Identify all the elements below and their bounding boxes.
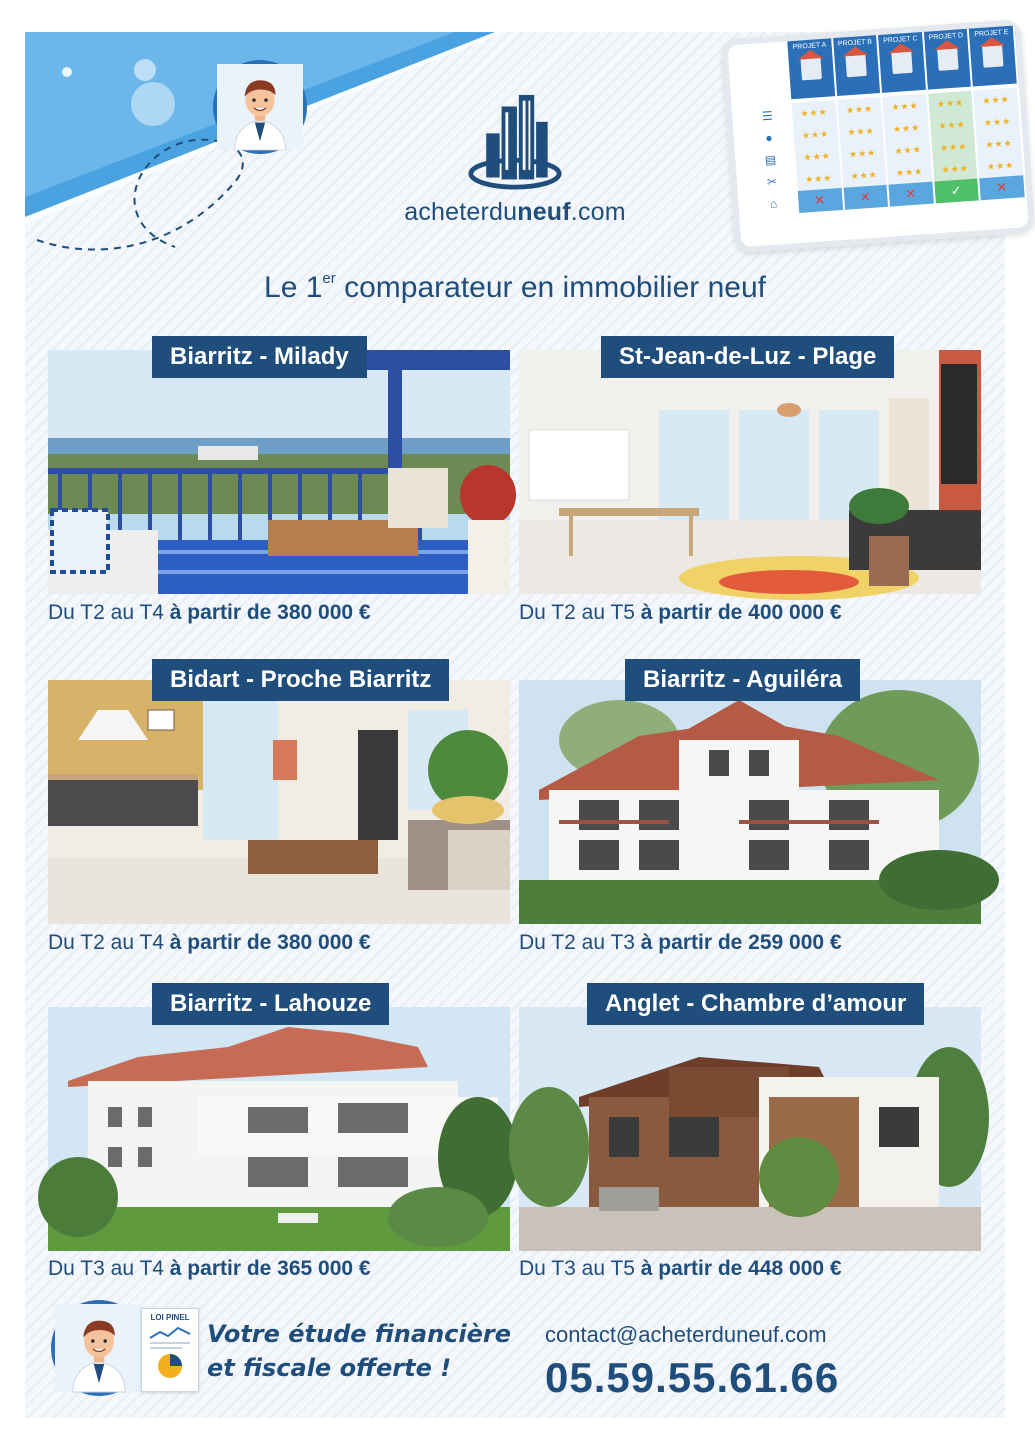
stars-cell: ★★★ <box>931 134 978 159</box>
piggy-bank-icon: ● <box>764 130 774 146</box>
price-from: à partir de 380 000 € <box>169 931 371 954</box>
cross-icon: ✕ <box>798 188 845 213</box>
stars-cell: ★★★ <box>886 138 933 163</box>
house-icon <box>982 44 1003 67</box>
listing-photo[interactable] <box>48 350 510 594</box>
house-icon <box>891 51 912 74</box>
listing-title: Anglet - Chambre d’amour <box>587 983 924 1025</box>
stars-cell: ★★★ <box>884 116 931 141</box>
listing-price <box>519 931 842 955</box>
price-range: Du T3 au T5 <box>519 1257 641 1280</box>
stars-cell: ★★★ <box>933 156 980 181</box>
tablet-column-head <box>878 32 928 93</box>
pinel-document <box>141 1308 199 1392</box>
contact-phone-link[interactable]: 05.59.55.61.66 <box>545 1354 840 1401</box>
advisor-avatar <box>213 60 307 154</box>
tools-icon: ✂ <box>766 174 778 190</box>
price-range: Du T2 au T3 <box>519 931 641 954</box>
listing-price <box>519 1257 842 1281</box>
price-from: à partir de 380 000 € <box>169 601 371 624</box>
check-icon: ✓ <box>934 178 981 203</box>
advisor-illustration <box>55 1304 143 1392</box>
listing-photo[interactable] <box>48 680 510 924</box>
stars-cell: ★★★ <box>977 131 1024 156</box>
tablet-header <box>787 25 1018 99</box>
contact-email-link[interactable]: contact@acheterduneuf.com <box>545 1322 827 1347</box>
stars-cell: ★★★ <box>795 144 842 169</box>
offer-line-1: Votre étude financière <box>207 1320 512 1348</box>
brand-name-prefix: acheterdu <box>404 198 518 226</box>
house-icon: ⌂ <box>769 196 778 211</box>
listing-price <box>519 601 842 625</box>
chart-document-icon <box>148 1326 192 1382</box>
stars-cell: ★★★ <box>840 141 887 166</box>
stars-cell: ★★★ <box>796 166 843 191</box>
price-range: Du T3 au T4 <box>48 1257 170 1280</box>
wood-facade-residence-image <box>519 1007 981 1251</box>
house-icon <box>846 54 867 77</box>
flyer-page <box>25 28 1015 1418</box>
basque-building-image <box>519 680 981 924</box>
brand-name <box>365 198 665 227</box>
tablet-column-head <box>969 25 1019 86</box>
tablet-column-label: PROJET C <box>882 35 918 45</box>
listing-title: Bidart - Proche Biarritz <box>152 659 449 701</box>
listing-title: Biarritz - Lahouze <box>152 983 389 1025</box>
stars-cell: ★★★ <box>974 87 1021 112</box>
stars-cell: ★★★ <box>887 160 934 185</box>
listing-photo[interactable] <box>519 680 981 924</box>
white-residence-image <box>48 1007 510 1251</box>
brand-name-suffix: .com <box>570 198 626 226</box>
tablet-column-label: PROJET A <box>792 41 827 52</box>
listing-photo[interactable] <box>519 350 981 594</box>
cross-icon: ✕ <box>843 185 890 210</box>
stars-cell: ★★★ <box>792 100 839 125</box>
house-icon <box>800 57 821 80</box>
buildings-logo-icon <box>467 88 563 196</box>
listing-price <box>48 1257 371 1281</box>
kitchen-living-room-image <box>48 680 510 924</box>
book-icon: ▤ <box>764 152 777 168</box>
price-from: à partir de 259 000 € <box>640 931 842 954</box>
advisor-avatar-footer <box>51 1300 147 1396</box>
tablet-column-label: PROJET D <box>928 32 964 42</box>
stars-cell: ★★★ <box>928 91 975 116</box>
stars-cell: ★★★ <box>839 119 886 144</box>
cross-icon: ✕ <box>889 181 936 206</box>
price-range: Du T2 au T4 <box>48 931 170 954</box>
listing-price <box>48 931 371 955</box>
price-from: à partir de 448 000 € <box>640 1257 842 1280</box>
brand-name-bold: neuf <box>517 198 571 226</box>
listing-photo[interactable] <box>48 1007 510 1251</box>
stars-cell: ★★★ <box>793 122 840 147</box>
stars-cell: ★★★ <box>837 97 884 122</box>
tablet-column-label: PROJET B <box>837 38 873 48</box>
comparison-tablet <box>721 19 1035 253</box>
tablet-column-label: PROJET E <box>974 28 1009 39</box>
tablet-column-head <box>833 35 883 96</box>
listing-title: Biarritz - Aguiléra <box>625 659 860 701</box>
brand-logo[interactable] <box>365 88 665 227</box>
tablet-column-head <box>787 38 837 99</box>
headline-superscript: er <box>322 270 336 287</box>
headline-start: Le 1 <box>264 271 323 304</box>
cross-icon: ✕ <box>980 175 1027 200</box>
headline <box>25 270 1005 305</box>
price-from: à partir de 365 000 € <box>169 1257 371 1280</box>
bright-living-room-image <box>519 350 981 594</box>
house-icon <box>937 48 958 71</box>
stars-cell: ★★★ <box>930 112 977 137</box>
tablet-rows <box>742 87 1027 216</box>
financial-study-offer <box>207 1317 511 1385</box>
price-range: Du T2 au T4 <box>48 601 170 624</box>
advisor-illustration <box>217 64 303 150</box>
stars-cell: ★★★ <box>978 153 1025 178</box>
list-icon: ☰ <box>761 108 774 124</box>
balcony-sea-view-image <box>48 350 510 594</box>
price-range: Du T2 au T5 <box>519 601 641 624</box>
stars-cell: ★★★ <box>842 163 889 188</box>
listing-photo[interactable] <box>519 1007 981 1251</box>
stars-cell: ★★★ <box>883 94 930 119</box>
headline-end: comparateur en immobilier neuf <box>335 271 766 304</box>
listing-title: St-Jean-de-Luz - Plage <box>601 336 894 378</box>
listing-title: Biarritz - Milady <box>152 336 367 378</box>
tablet-column-head <box>924 29 974 90</box>
price-from: à partir de 400 000 € <box>640 601 842 624</box>
offer-line-2: et fiscale offerte ! <box>207 1354 452 1382</box>
pinel-label: LOI PINEL <box>150 1313 190 1322</box>
listing-price <box>48 601 371 625</box>
stars-cell: ★★★ <box>975 109 1022 134</box>
contact-block <box>545 1322 965 1402</box>
